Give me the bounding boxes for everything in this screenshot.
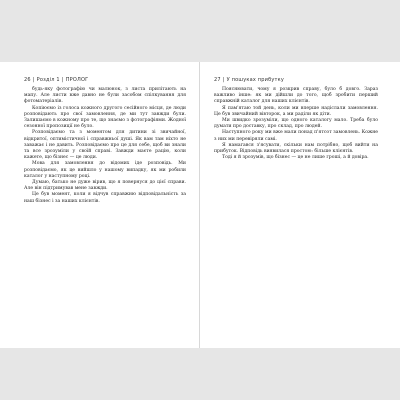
left-page [0,62,200,348]
right-page-text [214,87,378,161]
paragraph: Пояснювати, чому я розкрив справу, було б довго. Зараз важливо інше: як ми дійшли до того, щоб зробити перший справжній каталог для наших клієнтів. [214,87,378,105]
paragraph: Тоді я й зрозумів, що бізнес — це не лише гроші, а й довіра. [222,155,369,161]
right-page [200,62,400,348]
paragraph: Я намагався з'ясувати, скільки нам потрібно, щоб вийти на прибуток. Відповідь виявилася простою: більше клієнтів. [214,142,378,155]
left-page-section: Розділ 1 [36,77,60,83]
paragraph: Я пам'ятаю той день, коли ми вперше надіслали замовлення. Це був звичайний вівторок, а ми раділи як діти. [214,105,378,117]
paragraph: будь-яку фотографію чи малюнок, з листа прилітають на мапу. Але листи вже давно не були засобом спілкування для фотоматеріалів. [24,87,186,105]
right-page-section: У пошуках прибутку [226,77,285,83]
paragraph: Копіюємо із голоса кожного другого сесійного місця, де люди розповідають про свої замовлення, де ми тут завжди були. Залишаємо в кожному про те, що знаємо з фотографіями. Жодної сезонної пропозиції не було. [24,105,186,130]
left-page-header: 26 | Розділ 1 | ПРОЛОГ [24,77,89,83]
paragraph: Наступного року ми вже мали понад п'ятсот замовлень. Кожне з них ми перевіряли самі. [214,130,378,142]
paragraph: Розповідаємо та з моментом для дитини зі звичайної, відкритої, оптимістичної і справжньої душі. Як вам там ніхто не заважає і не давить. Розповідаємо про це для себе, щоб ви знали та все зрозуміли у своїй справі. Завжди маєте рацію, коли кажете, що бізнес — це люди. [24,130,186,161]
paragraph: Ми швидко зрозуміли, що одного каталогу мало. Треба було думати про доставку, про склад, про людей. [214,118,378,130]
paragraph: Думаю, батько не дуже вірив, що я повернуся до цієї справи. Але він підтримував мене завжди. [24,180,186,192]
right-page-header: 27 | У пошуках прибутку [214,77,285,83]
right-page-number: 27 [214,77,221,83]
left-page-text [24,87,186,205]
paragraph: Це був момент, коли я відчув справжню відповідальність за наш бізнес і за наших клієнтів. [24,192,186,204]
paragraph: Мова для замовлення до відомих іде розповідь. Ми розповідаємо, як це вийшло у нашому випадку, як ми робили каталог у наступному році. [24,161,186,179]
left-page-running-title: ПРОЛОГ [65,77,89,83]
left-page-number: 26 [24,77,31,83]
